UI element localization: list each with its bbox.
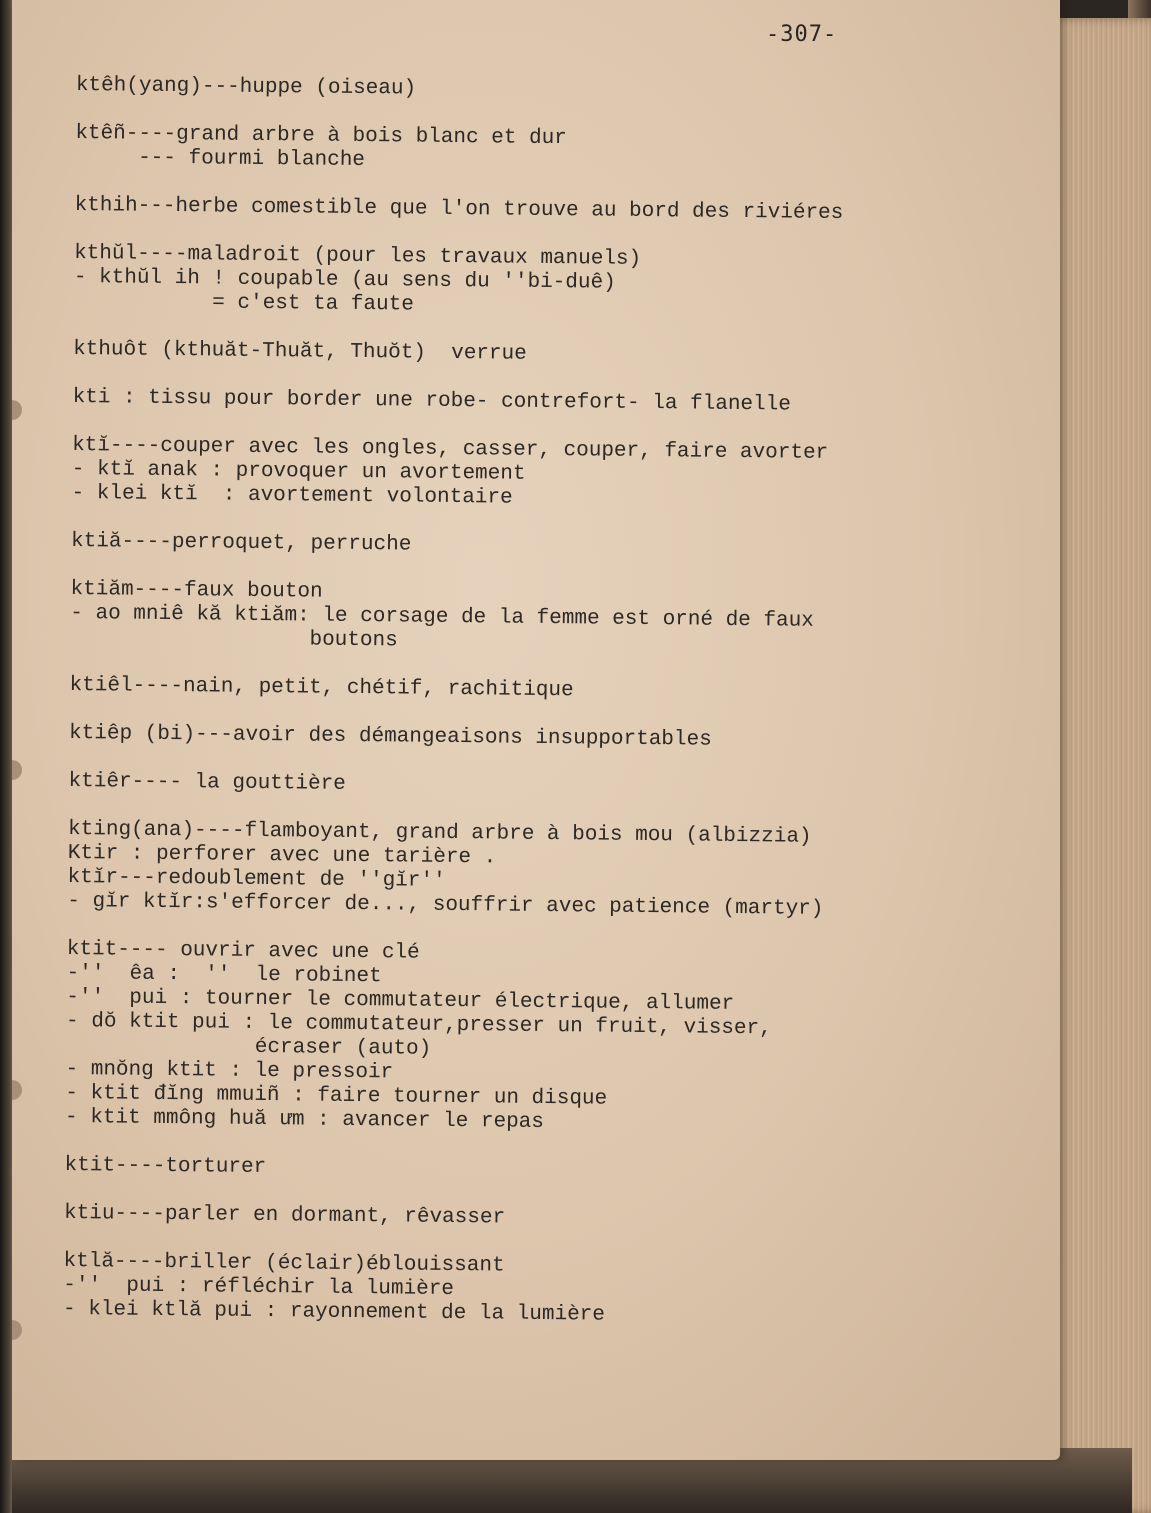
dictionary-entry	[74, 194, 974, 227]
dictionary-entry	[71, 530, 971, 563]
binding-ring	[12, 760, 22, 780]
dictionary-entry	[64, 1154, 964, 1187]
entry-line: kthuôt (kthuăt-Thuăt, Thuŏt) verrue	[72, 337, 527, 366]
page-number: -307-	[766, 22, 838, 47]
entry-line: --- fourmi blanche	[75, 145, 366, 173]
entry-line: -'' êa : '' le robinet	[66, 961, 382, 989]
entry-line: - klei ktlă pui : rayonnement de la lumière	[62, 1297, 606, 1327]
dictionary-entry	[69, 722, 969, 755]
entry-line: - gĭr ktĭr:s'efforcer de..., souffrir avec patience (martyr)	[67, 889, 824, 921]
entry-line: ktiu----parler en dormant, rêvasser	[63, 1201, 506, 1230]
entry-line: ktiă----perroquet, perruche	[70, 529, 412, 557]
entry-line: - klei ktĭ : avortement volontaire	[71, 481, 513, 510]
entry-line: - mnŏng ktit : le pressoir	[65, 1057, 394, 1085]
binding-ring	[12, 1080, 22, 1100]
entry-line: -'' pui : réfléchir la lumière	[63, 1273, 455, 1302]
entry-line: kting(ana)----flamboyant, grand arbre à bois mou (albizzia)	[67, 817, 812, 849]
entry-line: - dŏ ktit pui : le commutateur,presser un fruit, visser,	[65, 1009, 772, 1041]
entry-line: kti : tissu pour border une robe- contrefort- la flanelle	[72, 385, 792, 417]
dictionary-entry	[71, 434, 972, 515]
entry-line: ktiêp (bi)---avoir des démangeaisons insupportables	[68, 721, 712, 752]
dictionary-entry	[68, 770, 968, 803]
dictionary-entry	[73, 242, 974, 323]
entry-line: - ktit mmông huă ưm : avancer le repas	[64, 1105, 545, 1134]
entry-line: kthŭl----maladroit (pour les travaux manuels)	[73, 241, 642, 271]
entry-line: ktit----torturer	[64, 1153, 267, 1180]
dictionary-entry	[64, 1202, 964, 1235]
binding-ring	[12, 400, 22, 420]
dictionary-entry	[75, 122, 975, 179]
dictionary-entry	[70, 578, 971, 659]
entry-line: ktĭr---redoublement de ''gĭr''	[67, 865, 446, 893]
entry-line: ktiăm----faux bouton	[70, 577, 323, 604]
entry-line: Ktir : perforer avec une tarière .	[67, 841, 497, 870]
dictionary-entry	[73, 338, 973, 371]
entry-line: ktit---- ouvrir avec une clé	[66, 937, 420, 965]
entry-line: ktlă----briller (éclair)éblouissant	[63, 1249, 505, 1278]
entry-line: - ao mniê kă ktiăm: le corsage de la femme est orné de faux	[70, 601, 814, 633]
entry-line: - ktĭ anak : provoquer un avortement	[71, 457, 526, 486]
entry-line: ktĭ----couper avec les ongles, casser, couper, faire avorter	[71, 433, 829, 465]
dictionary-entry	[69, 674, 969, 707]
entry-line: - ktit đĭng mmuiñ : faire tourner un disque	[65, 1081, 608, 1111]
page-stack	[1050, 18, 1151, 1513]
entry-line: boutons	[69, 625, 398, 653]
binding-ring	[12, 1320, 22, 1340]
entry-line: - kthŭl ih ! coupable (au sens du ''bi-duê)	[73, 265, 616, 295]
dictionary-entry	[65, 938, 967, 1139]
entry-line: ktêh(yang)---huppe (oiseau)	[75, 74, 417, 101]
dictionary-entries	[63, 74, 976, 1355]
entry-line: écraser (auto)	[65, 1033, 432, 1061]
entry-line: kthih---herbe comestible que l'on trouve au bord des riviéres	[74, 193, 844, 226]
dictionary-entry	[67, 818, 968, 923]
dictionary-entry	[72, 386, 972, 419]
entry-line: ktiêl----nain, petit, chétif, rachitique	[69, 673, 574, 703]
dictionary-entry	[63, 1250, 964, 1331]
entry-line: ktiêr---- la gouttière	[68, 769, 346, 796]
entry-line: ktêñ----grand arbre à bois blanc et dur	[75, 121, 567, 151]
entry-line: = c'est ta faute	[73, 289, 414, 317]
entry-line: -'' pui : tourner le commutateur électrique, allumer	[66, 985, 735, 1016]
